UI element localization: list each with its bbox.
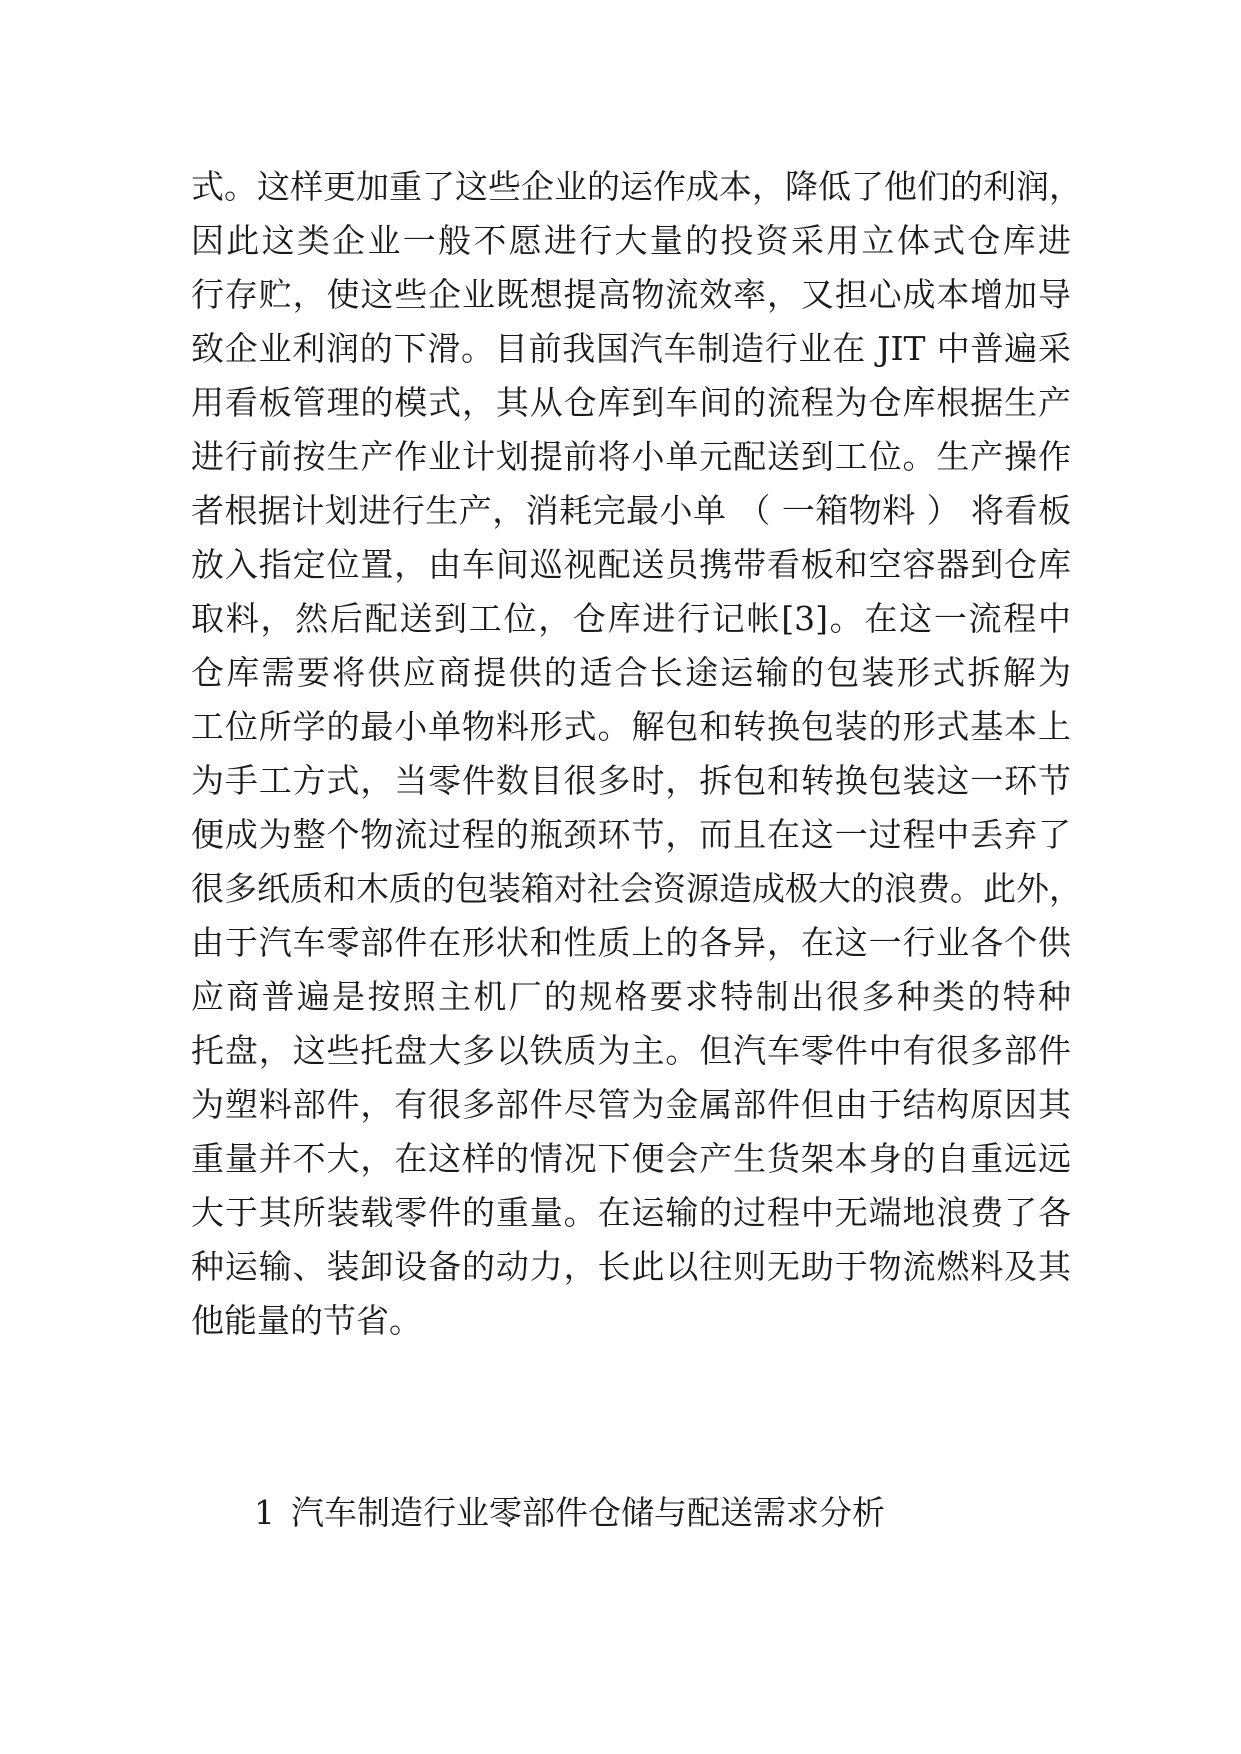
paragraph-line: 重量并不大，在这样的情况下便会产生货架本身的自重远远	[191, 1139, 1071, 1178]
paragraph-line: 应商普遍是按照主机厂的规格要求特制出很多种类的特种	[191, 977, 1071, 1016]
paragraph-line: 为手工方式，当零件数目很多时，拆包和转换包装这一环节	[191, 761, 1071, 800]
paragraph-line: 因此这类企业一般不愿进行大量的投资采用立体式仓库进	[191, 221, 1071, 260]
paragraph-line: 者根据计划进行生产，消耗完最小单 （ 一箱物料 ） 将看板	[191, 491, 1071, 530]
section-heading	[254, 1486, 885, 1540]
paragraph-line: 大于其所装载零件的重量。在运输的过程中无端地浪费了各	[191, 1193, 1071, 1232]
paragraph-line: 取料，然后配送到工位，仓库进行记帐[3]。在这一流程中	[191, 599, 1071, 638]
paragraph-line: 托盘，这些托盘大多以铁质为主。但汽车零件中有很多部件	[191, 1031, 1071, 1070]
paragraph-line: 式。这样更加重了这些企业的运作成本，降低了他们的利润，	[191, 167, 1082, 206]
paragraph-line: 很多纸质和木质的包装箱对社会资源造成极大的浪费。此外，	[191, 869, 1082, 908]
paragraph-line: 他能量的节省。	[191, 1301, 422, 1340]
paragraph-line: 行存贮，使这些企业既想提高物流效率，又担心成本增加导	[191, 275, 1071, 314]
paragraph-line: 工位所学的最小单物料形式。解包和转换包装的形式基本上	[191, 707, 1071, 746]
paragraph-line: 种运输、装卸设备的动力，长此以往则无助于物流燃料及其	[191, 1247, 1071, 1286]
paragraph-line: 由于汽车零部件在形状和性质上的各异，在这一行业各个供	[191, 923, 1071, 962]
paragraph-line: 用看板管理的模式，其从仓库到车间的流程为仓库根据生产	[191, 383, 1071, 422]
body-paragraph	[191, 160, 1082, 1348]
section-number: 1	[254, 1493, 275, 1532]
paragraph-line: 便成为整个物流过程的瓶颈环节，而且在这一过程中丢弃了	[191, 815, 1071, 854]
paragraph-line: 进行前按生产作业计划提前将小单元配送到工位。生产操作	[191, 437, 1071, 476]
section-title: 汽车制造行业零部件仓储与配送需求分析	[291, 1493, 885, 1532]
paragraph-line: 仓库需要将供应商提供的适合长途运输的包装形式拆解为	[191, 653, 1071, 692]
paragraph-line: 放入指定位置，由车间巡视配送员携带看板和空容器到仓库	[191, 545, 1071, 584]
paragraph-line: 为塑料部件，有很多部件尽管为金属部件但由于结构原因其	[191, 1085, 1071, 1124]
paragraph-line: 致企业利润的下滑。目前我国汽车制造行业在 JIT 中普遍采	[191, 329, 1071, 368]
